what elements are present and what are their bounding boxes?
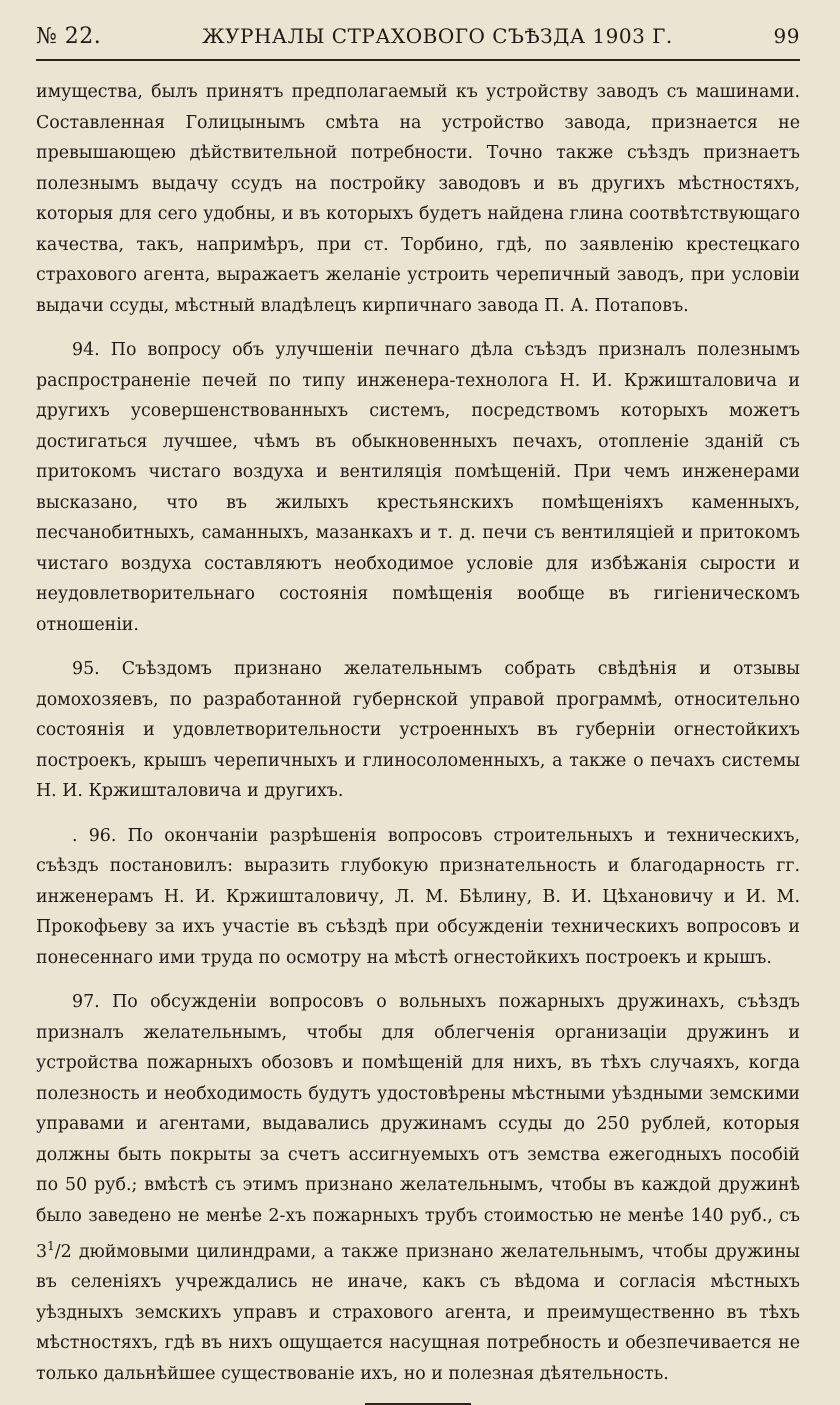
page-number: 99 — [773, 24, 800, 48]
fraction-superscript: 1 — [47, 1239, 55, 1253]
paragraph-97-part-2: /2 дюймовыми цилиндрами, а также признано желательнымъ, чтобы дружины въ селеніяхъ учреждались не иначе, какъ съ вѣдома и согласія мѣстныхъ уѣздныхъ земскихъ управъ и страхового агента, и преимущественно въ тѣхъ мѣстностяхъ, гдѣ въ нихъ ощущается насущная потребность и обезпечивается не только дальнѣйшее существованіе ихъ, но и полезная дѣятельность. — [36, 1241, 800, 1384]
body-text — [36, 77, 800, 1389]
paragraph-96: . 96. По окончаніи разрѣшенія вопросовъ строительныхъ и техническихъ, съѣздъ постановилъ: выразить глубокую признательность и благодарность гг. инженерамъ Н. И. Кржишталовичу, Л. М. Бѣлину, В. И. Цѣхановичу и И. М. Прокофьеву за ихъ участіе въ съѣздѣ при обсужденіи техническихъ вопросовъ и понесеннаго ими труда по осмотру на мѣстѣ огнестойкихъ построекъ и крышъ. — [36, 825, 800, 968]
journal-title: ЖУРНАЛЫ СТРАХОВОГО СЪѢЗДА 1903 Г. — [202, 24, 673, 48]
paragraph-94: 94. По вопросу объ улучшеніи печнаго дѣла съѣздъ призналъ полезнымъ распространеніе печей по типу инженера-технолога Н. И. Кржишталовича и другихъ усовершенствованныхъ системъ, посредствомъ которыхъ можетъ достигаться лучшее, чѣмъ въ обыкновенныхъ печахъ, отопленіе зданій съ притокомъ чистаго воздуха и вентиляція помѣщеній. При чемъ инженерами высказано, что въ жилыхъ крестьянскихъ помѣщеніяхъ каменныхъ, песчанобитныхъ, саманныхъ, мазанкахъ и т. д. печи съ вентиляціей и притокомъ чистаго воздуха составляютъ необходимое условіе для избѣжанія сырости и неудовлетворительнаго состоянія помѣщенія вообще въ гигіеническомъ отношеніи. — [36, 340, 800, 635]
paragraph-97 — [36, 987, 800, 1389]
paragraph-97-part-1: 97. По обсужденіи вопросовъ о вольныхъ пожарныхъ дружинахъ, съѣздъ призналъ желательнымъ, чтобы для облегченія организаціи дружинъ и устройства пожарныхъ обозовъ и помѣщеній для нихъ, въ тѣхъ случаяхъ, когда полезность и необходимость будутъ удостовѣрены мѣстными уѣздными земскими управами и агентами, выдавались дружинамъ ссуды до 250 рублей, которыя должны быть покрыты за счетъ ассигнуемыхъ отъ земства ежегодныхъ пособій по 50 руб.; вмѣстѣ съ этимъ признано желательнымъ, чтобы въ каждой дружинѣ было заведено не менѣе 2-хъ пожарныхъ трубъ стоимостью не менѣе 140 руб., съ 3 — [36, 992, 800, 1262]
paragraph-95: 95. Съѣздомъ признано желательнымъ собрать свѣдѣнія и отзывы домохозяевъ, по разработанной губернской управой программѣ, относительно состоянія и удовлетворительности устроенныхъ въ губерніи огнестойкихъ построекъ, крышъ черепичныхъ и глиносоломенныхъ, а также о печахъ системы Н. И. Кржишталовича и другихъ. — [36, 659, 800, 801]
paragraph-continuation: имущества, былъ принятъ предполагаемый къ устройству заводъ съ машинами. Составленная Голицынымъ смѣта на устройство завода, признается не превышающею дѣйствительной потребности. Точно также съѣздъ признаетъ полезнымъ выдачу ссудъ на постройку заводовъ и въ другихъ мѣстностяхъ, которыя для сего удобны, и въ которыхъ будетъ найдена глина соотвѣтствующаго качества, такъ, напримѣръ, при ст. Торбино, гдѣ, по заявленію крестецкаго страхового агента, выражаетъ желаніе устроить черепичный заводъ, при условіи выдачи ссуды, мѣстный владѣлецъ кирпичнаго завода П. А. Потаповъ. — [36, 82, 800, 316]
running-header — [36, 24, 800, 61]
journal-number: № 22. — [36, 24, 102, 49]
